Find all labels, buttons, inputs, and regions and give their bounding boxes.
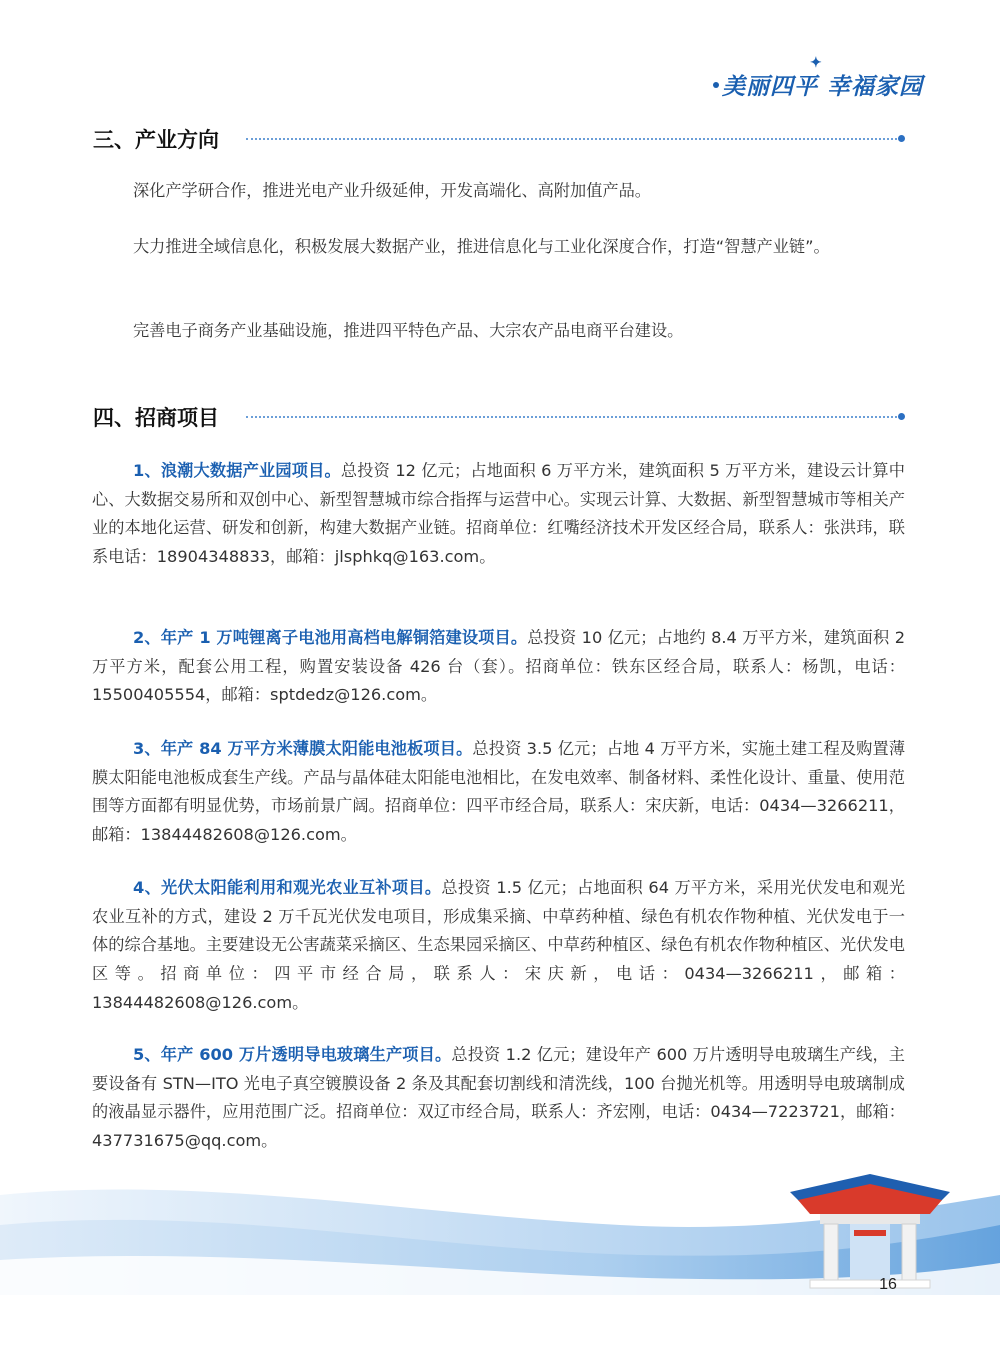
page-number: 16 [879,1276,897,1293]
project-title: 4、光伏太阳能利用和观光农业互补项目。 [133,878,442,897]
building-illustration [790,1170,950,1290]
project-title: 2、年产 1 万吨锂离子电池用高档电解铜箔建设项目。 [133,628,528,647]
dotted-divider [246,138,901,140]
slogan-star-icon: ✦ [810,55,823,71]
project-body: 总投资 1.2 亿元；建设年产 600 万片透明导电玻璃生产线，主要设备有 STN—ITO 光电子真空镀膜设备 2 条及其配套切割线和清洗线，100 台抛光机等。用透明导电玻璃制成的液晶显示器件，应用范围广泛。招商单位：双辽市经合局，联系人：齐宏刚，电话：0434—7223721，邮箱：437731675@qq.com。 [92,1045,905,1151]
header-slogan [722,55,924,101]
divider-end-dot-icon [898,413,905,420]
paragraph: 深化产学研合作，推进光电产业升级延伸，开发高端化、高附加值产品。 [133,181,651,200]
project-body: 总投资 1.5 亿元；占地面积 64 万平方米，采用光伏发电和观光农业互补的方式，建设 2 万千瓦光伏发电项目，形成集采摘、中草药种植、绿色有机农作物种植、光伏发电于一体的综合基地。主要建设无公害蔬菜采摘区、生态果园采摘区、中草药种植区、绿色有机农作物种植区、光伏发电区等。招商单位：四平市经合局，联系人：宋庆新，电话：0434—3266211，邮箱：13844482608@126.com。 [92,878,906,1012]
project-body: 总投资 10 亿元；占地约 8.4 万平方米，建筑面积 2 万平方米，配套公用工程，购置安装设备 426 台（套）。招商单位：铁东区经合局，联系人：杨凯，电话：15500405554，邮箱：sptdedz@126.com。 [92,628,905,705]
project-item [92,624,905,710]
project-title: 3、年产 84 万平方米薄膜太阳能电池板项目。 [133,739,473,758]
project-body: 总投资 12 亿元；占地面积 6 万平方米，建筑面积 5 万平方米，建设云计算中心、大数据交易所和双创中心、新型智慧城市综合指挥与运营中心。实现云计算、大数据、新型智慧城市等相关产业的本地化运营、研发和创新，构建大数据产业链。招商单位：红嘴经济技术开发区经合局，联系人：张洪玮，联系电话：18904348833，邮箱：jlsphkq@163.com。 [92,461,905,567]
slogan-text: 美丽四平 幸福家园 [722,73,924,100]
project-title: 1、浪潮大数据产业园项目。 [133,461,341,480]
project-title: 5、年产 600 万片透明导电玻璃生产项目。 [133,1045,452,1064]
divider-end-dot-icon [898,135,905,142]
project-body: 总投资 3.5 亿元；占地 4 万平方米，实施土建工程及购置薄膜太阳能电池板成套生产线。产品与晶体硅太阳能电池相比，在发电效率、制备材料、柔性化设计、重量、使用范围等方面都有明显优势，市场前景广阔。招商单位：四平市经合局，联系人：宋庆新，电话：0434—3266211，邮箱：13844482608@126.com。 [92,739,906,845]
section-heading-industry [93,122,905,156]
dotted-divider [246,416,901,418]
project-item [92,874,905,1018]
slogan-dot-icon [713,82,719,88]
section-title: 三、产业方向 [93,128,219,152]
paragraph: 完善电子商务产业基础设施，推进四平特色产品、大宗农产品电商平台建设。 [133,321,684,340]
project-item [92,1041,905,1156]
section-heading-projects [93,400,905,434]
project-item [92,457,905,572]
section-title: 四、招商项目 [93,406,219,430]
paragraph: 大力推进全域信息化，积极发展大数据产业，推进信息化与工业化深度合作，打造“智慧产业链”。 [133,237,830,256]
project-item [92,735,905,850]
